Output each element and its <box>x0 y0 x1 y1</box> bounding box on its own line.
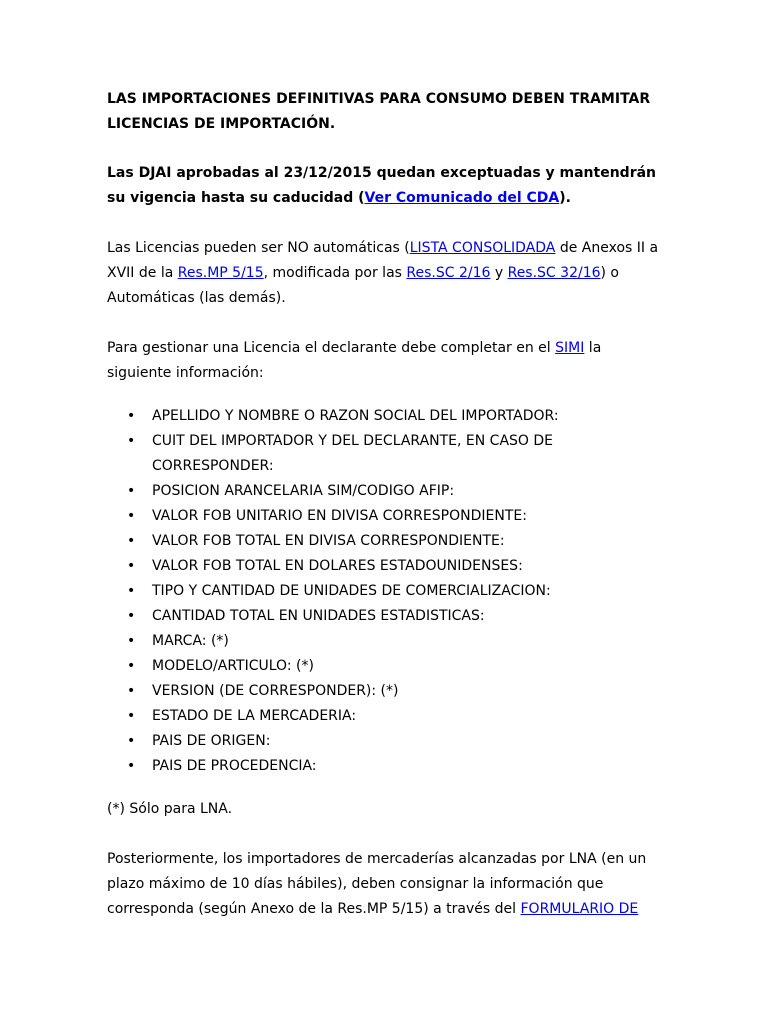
list-item-text: VALOR FOB TOTAL EN DOLARES ESTADOUNIDENSES: <box>152 558 523 574</box>
bullet-icon: • <box>127 733 136 749</box>
bullet-icon: • <box>127 483 136 499</box>
list-item <box>107 529 667 554</box>
bullet-icon: • <box>127 708 136 724</box>
ver-comunicado-cda-link[interactable]: Ver Comunicado del CDA <box>364 190 560 206</box>
djai-text-1: Las DJAI aprobadas al 23/12/2015 quedan exceptuadas y mantendrán <box>107 165 657 181</box>
djai-text-2: su vigencia hasta su caducidad ( <box>107 190 365 206</box>
licencias-text: y <box>490 265 508 281</box>
list-item-text: PAIS DE PROCEDENCIA: <box>152 758 317 774</box>
list-item <box>107 629 667 654</box>
posterior-text: Posteriormente, los importadores de mercaderías alcanzadas por LNA (en un <box>107 851 647 867</box>
posterior-text: plazo máximo de 10 días hábiles), deben consignar la información que <box>107 876 604 892</box>
list-item-text: POSICION ARANCELARIA SIM/CODIGO AFIP: <box>152 483 455 499</box>
requirements-list <box>107 404 667 779</box>
list-item-text: VERSION (DE CORRESPONDER): (*) <box>152 683 399 699</box>
licencias-paragraph <box>107 236 667 311</box>
formulario-link[interactable]: FORMULARIO DE <box>520 901 639 917</box>
list-item-text: CUIT DEL IMPORTADOR Y DEL DECLARANTE, EN CASO DE CORRESPONDER: <box>152 433 554 474</box>
bullet-icon: • <box>127 533 136 549</box>
list-item-text: VALOR FOB TOTAL EN DIVISA CORRESPONDIENTE: <box>152 533 505 549</box>
list-item <box>107 729 667 754</box>
gestion-text: Para gestionar una Licencia el declarante debe completar en el <box>107 340 556 356</box>
list-item-text: APELLIDO Y NOMBRE O RAZON SOCIAL DEL IMPORTADOR: <box>152 408 559 424</box>
bullet-icon: • <box>127 608 136 624</box>
licencias-text: Las Licencias pueden ser NO automáticas ( <box>107 240 410 256</box>
licencias-text: XVII de la <box>107 265 178 281</box>
list-item-text: MODELO/ARTICULO: (*) <box>152 658 314 674</box>
list-item <box>107 479 667 504</box>
licencias-text: , modificada por las <box>263 265 407 281</box>
posterior-text: corresponda (según Anexo de la Res.MP 5/15) a través del <box>107 901 521 917</box>
list-item-text: MARCA: (*) <box>152 633 229 649</box>
res-sc-32-16-link[interactable]: Res.SC 32/16 <box>507 265 601 281</box>
list-item <box>107 654 667 679</box>
gestion-text: siguiente información: <box>107 365 264 381</box>
lista-consolidada-link[interactable]: LISTA CONSOLIDADA <box>409 240 556 256</box>
list-item <box>107 504 667 529</box>
gestion-text: la <box>584 340 602 356</box>
bullet-icon: • <box>127 683 136 699</box>
bullet-icon: • <box>127 408 136 424</box>
heading-line-1: LAS IMPORTACIONES DEFINITIVAS PARA CONSUMO DEBEN TRAMITAR <box>107 91 651 107</box>
list-item-text: TIPO Y CANTIDAD DE UNIDADES DE COMERCIALIZACION: <box>152 583 551 599</box>
simi-link[interactable]: SIMI <box>555 340 585 356</box>
bullet-icon: • <box>127 633 136 649</box>
bullet-icon: • <box>127 583 136 599</box>
list-item <box>107 554 667 579</box>
list-item <box>107 679 667 704</box>
list-item <box>107 579 667 604</box>
page-heading <box>107 87 667 137</box>
licencias-text: Automáticas (las demás). <box>107 290 286 306</box>
footnote: (*) Sólo para LNA. <box>107 801 233 817</box>
licencias-text: de Anexos II a <box>555 240 659 256</box>
heading-line-2: LICENCIAS DE IMPORTACIÓN. <box>107 116 336 132</box>
bullet-icon: • <box>127 558 136 574</box>
bullet-icon: • <box>127 508 136 524</box>
gestion-paragraph <box>107 336 667 386</box>
res-mp-5-15-link[interactable]: Res.MP 5/15 <box>177 265 264 281</box>
bullet-icon: • <box>127 433 136 449</box>
djai-notice <box>107 161 667 211</box>
list-item-text: PAIS DE ORIGEN: <box>152 733 271 749</box>
posterior-paragraph <box>107 847 667 922</box>
list-item <box>107 704 667 729</box>
res-sc-2-16-link[interactable]: Res.SC 2/16 <box>406 265 491 281</box>
list-item-text: VALOR FOB UNITARIO EN DIVISA CORRESPONDIENTE: <box>152 508 527 524</box>
list-item <box>107 754 667 779</box>
djai-text-3: ). <box>559 190 571 206</box>
list-item <box>107 604 667 629</box>
list-item <box>107 429 667 479</box>
list-item-text: CANTIDAD TOTAL EN UNIDADES ESTADISTICAS: <box>152 608 485 624</box>
licencias-text: ) o <box>600 265 619 281</box>
list-item-text: ESTADO DE LA MERCADERIA: <box>152 708 357 724</box>
bullet-icon: • <box>127 758 136 774</box>
bullet-icon: • <box>127 658 136 674</box>
list-item <box>107 404 667 429</box>
document-content <box>107 87 667 922</box>
